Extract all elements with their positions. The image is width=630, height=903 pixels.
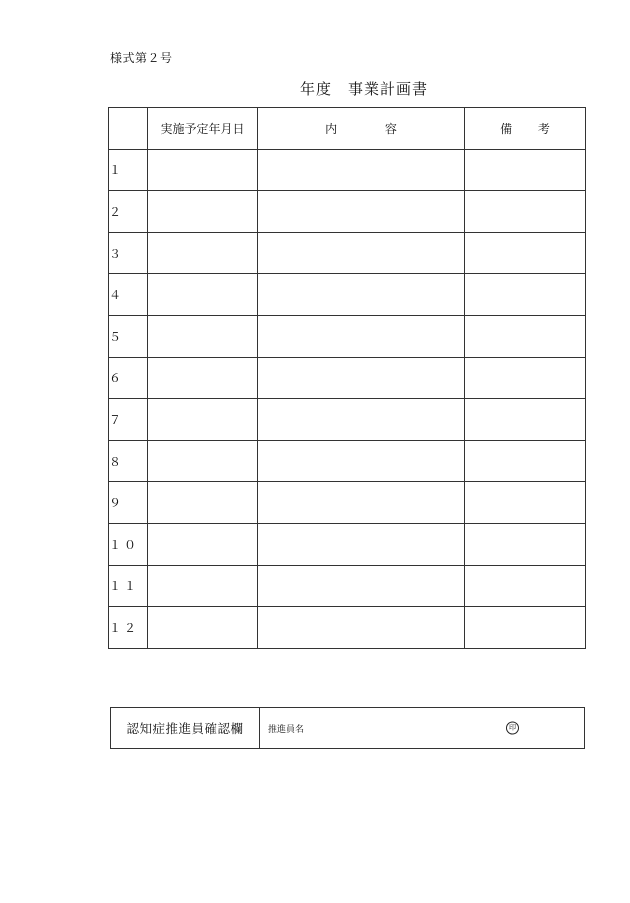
row-number: ４: [109, 274, 148, 316]
remarks-cell[interactable]: [465, 149, 586, 191]
header-remarks-label: 備 考: [500, 121, 550, 136]
content-cell[interactable]: [258, 607, 465, 649]
confirmation-row: [111, 708, 585, 749]
row-number: ７: [109, 399, 148, 441]
scheduled-date-cell[interactable]: [148, 357, 258, 399]
scheduled-date-cell[interactable]: [148, 607, 258, 649]
remarks-cell[interactable]: [465, 315, 586, 357]
confirmation-label: 認知症推進員確認欄: [111, 708, 260, 749]
header-content-label: 内 容: [325, 121, 397, 136]
scheduled-date-cell[interactable]: [148, 149, 258, 191]
remarks-cell[interactable]: [465, 523, 586, 565]
table-row: [109, 149, 586, 191]
row-number: ３: [109, 232, 148, 274]
content-cell[interactable]: [258, 399, 465, 441]
document-title: 年度 事業計画書: [300, 80, 429, 98]
row-number: ５: [109, 315, 148, 357]
content-cell[interactable]: [258, 274, 465, 316]
table-row: [109, 191, 586, 233]
content-cell[interactable]: [258, 357, 465, 399]
table-row: [109, 399, 586, 441]
table-row: [109, 482, 586, 524]
content-cell[interactable]: [258, 523, 465, 565]
header-scheduled-date: 実施予定年月日: [148, 108, 258, 150]
remarks-cell[interactable]: [465, 232, 586, 274]
table-row: [109, 274, 586, 316]
table-row: [109, 607, 586, 649]
form-number: 様式第２号: [110, 51, 173, 65]
remarks-cell[interactable]: [465, 274, 586, 316]
table-row: [109, 232, 586, 274]
row-number: １０: [109, 523, 148, 565]
promoter-name-label: 推進員名: [268, 724, 305, 735]
scheduled-date-cell[interactable]: [148, 440, 258, 482]
content-cell[interactable]: [258, 565, 465, 607]
scheduled-date-cell[interactable]: [148, 482, 258, 524]
content-cell[interactable]: [258, 149, 465, 191]
seal-mark: 印: [506, 722, 519, 735]
remarks-cell[interactable]: [465, 191, 586, 233]
table-row: [109, 357, 586, 399]
remarks-cell[interactable]: [465, 565, 586, 607]
table-row: [109, 523, 586, 565]
row-number: ８: [109, 440, 148, 482]
remarks-cell[interactable]: [465, 607, 586, 649]
scheduled-date-cell[interactable]: [148, 191, 258, 233]
row-number: ６: [109, 357, 148, 399]
scheduled-date-cell[interactable]: [148, 399, 258, 441]
row-number: ２: [109, 191, 148, 233]
row-number: ９: [109, 482, 148, 524]
content-cell[interactable]: [258, 191, 465, 233]
scheduled-date-cell[interactable]: [148, 274, 258, 316]
scheduled-date-cell[interactable]: [148, 523, 258, 565]
scheduled-date-cell[interactable]: [148, 565, 258, 607]
scheduled-date-cell[interactable]: [148, 232, 258, 274]
remarks-cell[interactable]: [465, 399, 586, 441]
header-row: [109, 108, 586, 150]
header-content: [258, 108, 465, 150]
remarks-cell[interactable]: [465, 440, 586, 482]
content-cell[interactable]: [258, 482, 465, 524]
content-cell[interactable]: [258, 232, 465, 274]
scheduled-date-cell[interactable]: [148, 315, 258, 357]
plan-table: [108, 107, 586, 649]
table-row: [109, 315, 586, 357]
remarks-cell[interactable]: [465, 482, 586, 524]
content-cell[interactable]: [258, 315, 465, 357]
confirmation-table: [110, 707, 585, 749]
row-number: １２: [109, 607, 148, 649]
table-row: [109, 565, 586, 607]
row-number: １１: [109, 565, 148, 607]
plan-table-body: [109, 149, 586, 648]
table-row: [109, 440, 586, 482]
header-number: [109, 108, 148, 150]
promoter-name-field[interactable]: [260, 708, 585, 749]
row-number: １: [109, 149, 148, 191]
content-cell[interactable]: [258, 440, 465, 482]
remarks-cell[interactable]: [465, 357, 586, 399]
header-remarks: [465, 108, 586, 150]
